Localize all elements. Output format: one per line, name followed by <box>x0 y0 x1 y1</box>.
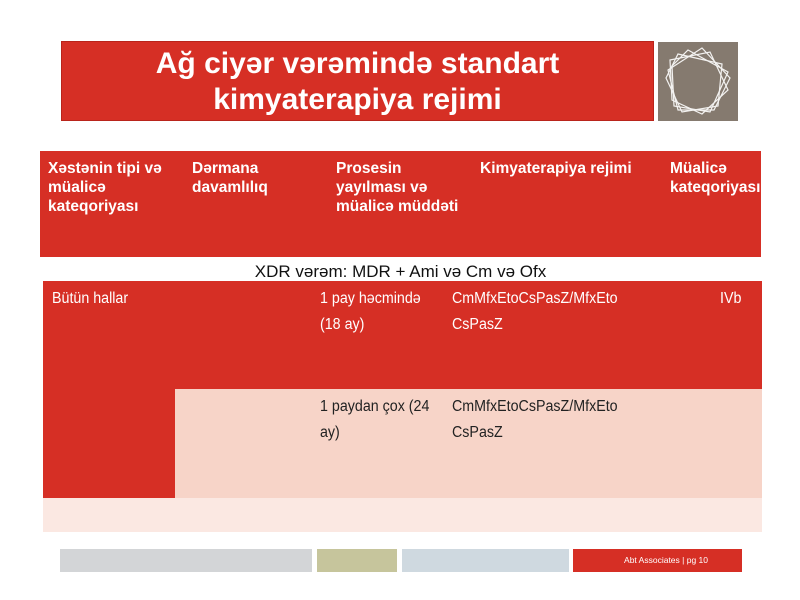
cell-regimen: CmMfxEtoCsPasZ/MfxEto CsPasZ <box>452 398 618 441</box>
table-header <box>40 151 761 257</box>
cell-duration: 1 pay həcmində (18 ay) <box>320 290 421 333</box>
cell-patient: Bütün hallar <box>52 290 129 307</box>
table-row-left-cell <box>43 389 175 498</box>
slide-title-line1: Ağ ciyər vərəmində standart <box>155 47 560 80</box>
header-col-duration: Prosesin yayılması və müalicə müddəti <box>336 160 459 215</box>
footer-bar-olive <box>317 549 397 572</box>
header-col-resistance: Dərmana davamlılıq <box>192 160 268 196</box>
table-caption: XDR vərəm: MDR + Ami və Cm və Ofx <box>254 262 547 281</box>
company-logo-icon <box>658 42 738 121</box>
header-col-patient: Xəstənin tipi və müalicə kateqoriyası <box>48 160 162 215</box>
cell-duration: 1 paydan çox (24 ay) <box>320 398 430 441</box>
slide-title <box>61 41 654 121</box>
table-row-empty <box>43 498 762 532</box>
footer-bar-gray <box>60 549 312 572</box>
slide-title-line2: kimyaterapiya rejimi <box>213 83 502 116</box>
cell-regimen: CmMfxEtoCsPasZ/MfxEto CsPasZ <box>452 290 618 333</box>
header-col-category: Müalicə kateqoriyası <box>670 160 761 196</box>
header-col-regimen: Kimyaterapiya rejimi <box>480 160 632 177</box>
cell-category: IVb <box>720 290 742 307</box>
footer-page-label: Abt Associates | pg 10 <box>573 549 742 572</box>
footer-bar-blue <box>402 549 569 572</box>
